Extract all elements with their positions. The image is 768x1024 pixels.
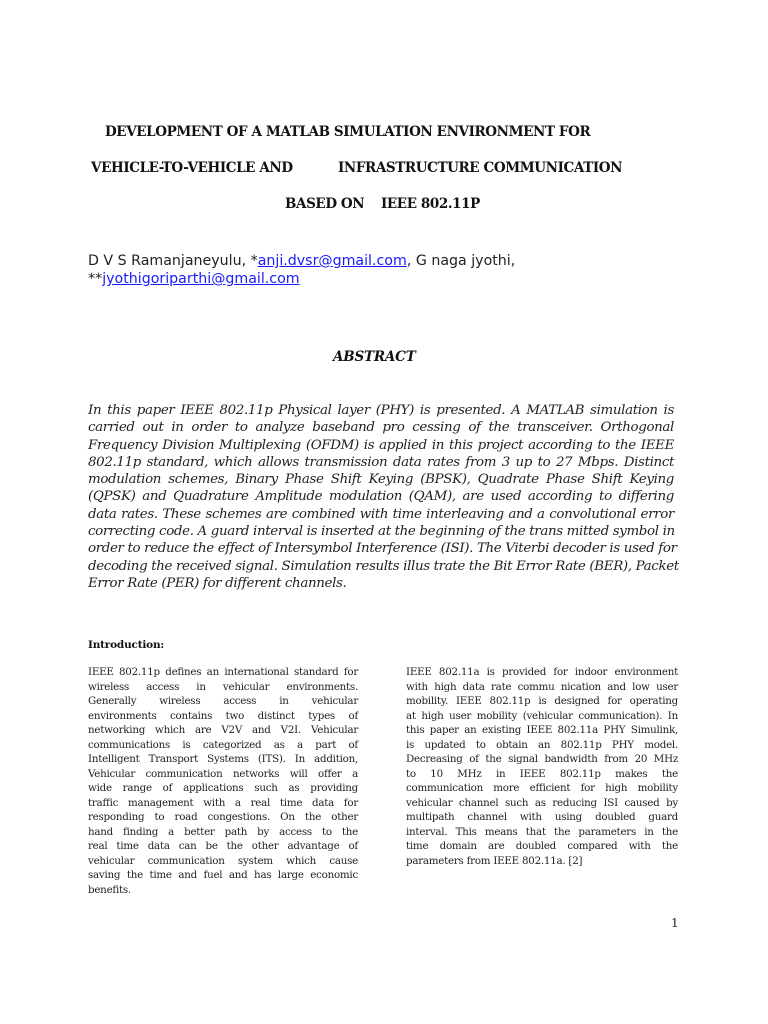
abstract-line: 802.11p standard, which allows transmission data rates from 3 up to 27 Mbps. Distinct <box>88 454 674 470</box>
right-column-line: at high user mobility (vehicular communication). In <box>406 709 678 722</box>
authors-block <box>88 252 515 288</box>
title-line-2-part-2: INFRASTRUCTURE COMMUNICATION <box>338 160 623 176</box>
left-column-line: benefits. <box>88 883 131 896</box>
abstract-line: data rates. These schemes are combined with time interleaving and a convolutional error <box>88 506 674 522</box>
author-1-email-link[interactable]: anji.dvsr@gmail.com <box>257 253 407 269</box>
right-column-line: vehicular channel such as reducing ISI caused by <box>406 796 678 809</box>
right-column-line: communication more efficient for high mobility <box>406 782 678 794</box>
abstract-line: (QPSK) and Quadrature Amplitude modulation (QAM), are used according to differing <box>88 489 674 505</box>
right-column-line: to 10 MHz in IEEE 802.11p makes the <box>406 767 678 780</box>
right-column-line: parameters from IEEE 802.11a. [2] <box>406 854 583 867</box>
abstract-heading: ABSTRACT <box>333 349 416 365</box>
abstract-line: decoding the received signal. Simulation results illus trate the Bit Error Rate (BER), Packet <box>88 558 679 574</box>
title-line-3-part-2: IEEE 802.11P <box>381 196 480 212</box>
right-column-line: multipath channel with using doubled guard <box>406 811 678 823</box>
right-column-line: Decreasing of the signal bandwidth from 20 MHz <box>406 753 678 765</box>
left-column-line: networking which are V2V and V2I. Vehicular <box>88 724 358 736</box>
abstract-line: modulation schemes, Binary Phase Shift Keying (BPSK), Quadrate Phase Shift Keying <box>88 472 674 488</box>
left-column-line: traffic management with a real time data for <box>88 796 358 809</box>
authors-line-2 <box>88 270 515 288</box>
right-column-line: IEEE 802.11a is provided for indoor environment <box>406 666 678 678</box>
author-2-name: , G naga jyothi, <box>406 253 516 269</box>
left-column-line: communications is categorized as a part of <box>88 738 358 751</box>
left-column-line: wide range of applications such as providing <box>88 782 358 794</box>
author-2-email-link[interactable]: jyothigoriparthi@gmail.com <box>102 271 300 287</box>
left-column-line: Generally wireless access in vehicular <box>88 695 358 707</box>
left-column-line: wireless access in vehicular environments. <box>88 680 358 693</box>
left-column-line: responding to road congestions. On the other <box>88 811 358 823</box>
introduction-right-column <box>406 665 678 868</box>
authors-line-1 <box>88 252 515 270</box>
title-line-3-part-1: BASED ON <box>285 196 365 212</box>
abstract-line: Error Rate (PER) for different channels. <box>88 575 347 591</box>
page-number: 1 <box>671 916 679 930</box>
left-column-line: environments contains two distinct types of <box>88 709 358 722</box>
author-1-name: D V S Ramanjaneyulu, * <box>88 253 258 269</box>
right-column-line: with high data rate commu nication and low user <box>406 680 678 693</box>
abstract-body <box>88 402 679 592</box>
right-column-line: interval. This means that the parameters in the <box>406 825 678 838</box>
abstract-line: Frequency Division Multiplexing (OFDM) is applied in this project according to the IEEE <box>88 437 674 453</box>
introduction-left-column <box>88 665 358 897</box>
abstract-line: carried out in order to analyze baseband pro cessing of the transceiver. Orthogonal <box>88 420 674 436</box>
abstract-line: In this paper IEEE 802.11p Physical layer (PHY) is presented. A MATLAB simulation is <box>88 403 674 418</box>
title-line-1: DEVELOPMENT OF A MATLAB SIMULATION ENVIRONMENT FOR <box>105 124 591 140</box>
right-column-line: is updated to obtain an 802.11p PHY model. <box>406 738 678 751</box>
right-column-line: mobility. IEEE 802.11p is designed for operating <box>406 695 678 707</box>
title-line-2-part-1: VEHICLE-TO-VEHICLE AND <box>91 160 293 176</box>
abstract-line: order to reduce the effect of Intersymbol Interference (ISI). The Viterbi decoder is used for <box>88 541 677 557</box>
left-column-line: Vehicular communication networks will offer a <box>88 767 358 780</box>
left-column-line: hand finding a better path by access to the <box>88 825 358 838</box>
left-column-line: Intelligent Transport Systems (ITS). In addition, <box>88 753 358 765</box>
introduction-heading: Introduction: <box>88 639 165 651</box>
author-2-prefix: ** <box>88 271 103 287</box>
right-column-line: this paper an existing IEEE 802.11a PHY Simulink, <box>406 724 678 736</box>
left-column-line: IEEE 802.11p defines an international standard for <box>88 666 358 678</box>
abstract-line: correcting code. A guard interval is inserted at the beginning of the trans mitted symbol in <box>88 524 675 540</box>
left-column-line: real time data can be the other advantage of <box>88 840 358 852</box>
left-column-line: saving the time and fuel and has large economic <box>88 869 358 881</box>
left-column-line: vehicular communication system which cause <box>88 854 358 867</box>
right-column-line: time domain are doubled compared with the <box>406 840 678 852</box>
